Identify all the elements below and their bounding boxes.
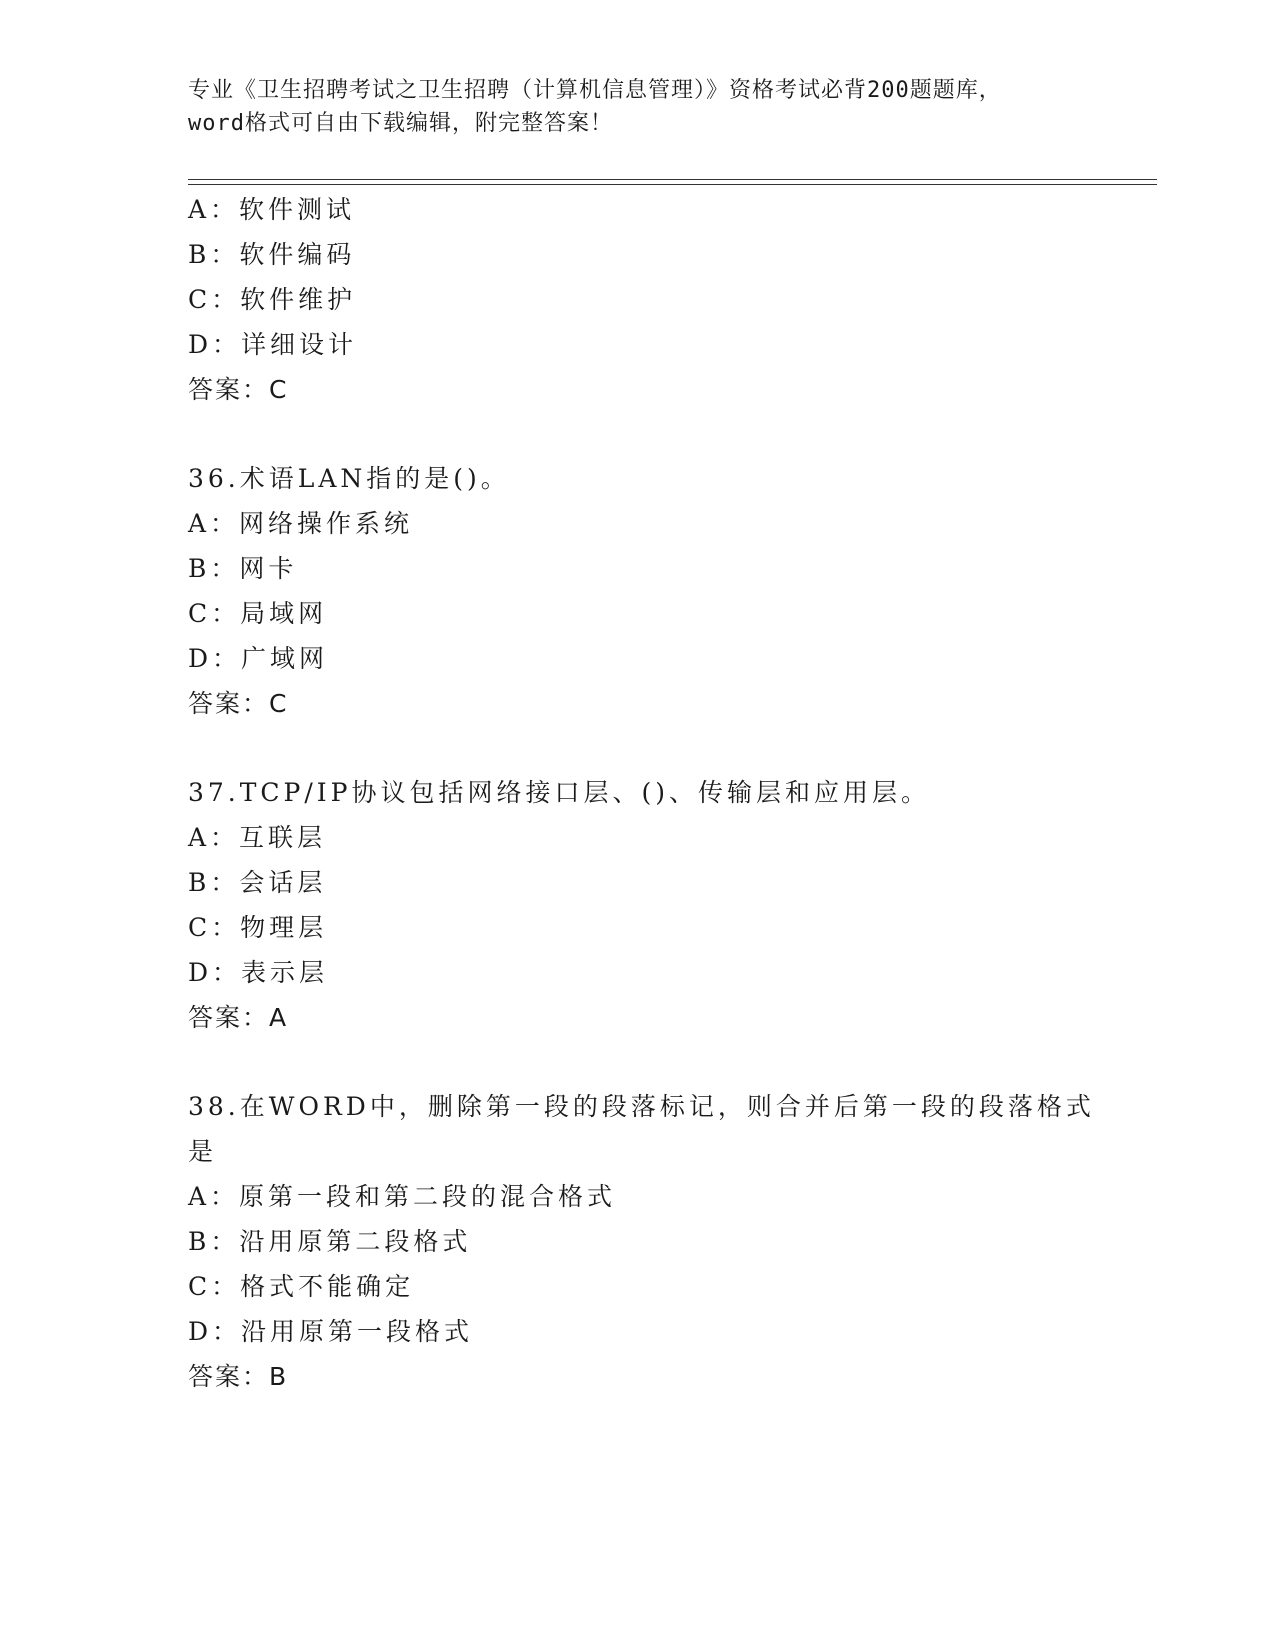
- question-37-option-d: D：表示层: [188, 958, 329, 987]
- prev-option-c: C：软件维护: [188, 285, 357, 314]
- question-38-stem-line-2: 是: [188, 1137, 218, 1166]
- question-37-option-a: A：互联层: [188, 823, 327, 852]
- question-36-option-d: D：广域网: [188, 644, 329, 673]
- question-36-option-a: A：网络操作系统: [188, 509, 414, 538]
- header-line-2: word格式可自由下载编辑，附完整答案！: [188, 111, 613, 136]
- question-38-option-a: A：原第一段和第二段的混合格式: [188, 1182, 617, 1211]
- header-rule-bottom: [188, 184, 1157, 185]
- question-36-option-b: B：网卡: [188, 554, 298, 583]
- question-36-stem: 36.术语LAN指的是()。: [188, 464, 510, 493]
- question-36-option-c: C：局域网: [188, 599, 328, 628]
- question-36-answer: 答案：C: [188, 689, 289, 718]
- document-header: [188, 74, 1088, 140]
- question-38-answer: 答案：B: [188, 1362, 289, 1391]
- question-37-stem: 37.TCP/IP协议包括网络接口层、()、传输层和应用层。: [188, 778, 931, 807]
- prev-option-b: B：软件编码: [188, 240, 356, 269]
- header-line-1: 专业《卫生招聘考试之卫生招聘（计算机信息管理）》资格考试必背200题题库，: [188, 78, 1002, 103]
- prev-option-a: A：软件测试: [188, 195, 356, 224]
- question-38-option-c: C：格式不能确定: [188, 1272, 415, 1301]
- prev-answer: 答案：C: [188, 375, 289, 404]
- question-37-option-c: C：物理层: [188, 913, 328, 942]
- question-38-stem-line-1: 38.在WORD中，删除第一段的段落标记，则合并后第一段的段落格式: [188, 1092, 1095, 1121]
- question-38-option-b: B：沿用原第二段格式: [188, 1227, 472, 1256]
- question-38-option-d: D：沿用原第一段格式: [188, 1317, 474, 1346]
- question-37-option-b: B：会话层: [188, 868, 327, 897]
- header-rule-top: [188, 179, 1157, 180]
- question-37-answer: 答案：A: [188, 1003, 289, 1032]
- prev-option-d: D：详细设计: [188, 330, 358, 359]
